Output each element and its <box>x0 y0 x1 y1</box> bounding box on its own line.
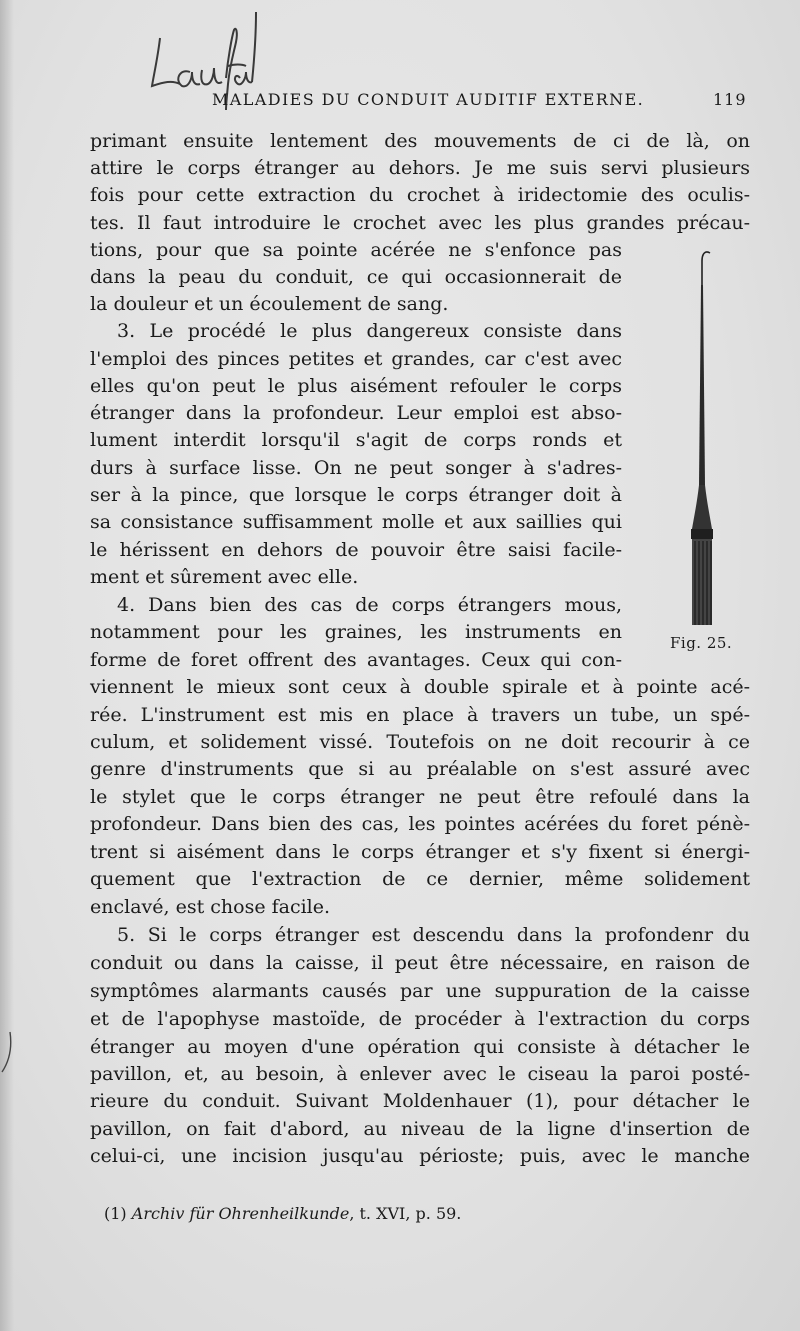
text-line: elles qu'on peut le plus aisément refouler le corps <box>90 375 622 397</box>
text-line: ment et sûrement avec elle. <box>90 566 359 588</box>
text-line: rée. L'instrument est mis en place à travers un tube, un spé- <box>90 704 750 726</box>
text-line: primant ensuite lentement des mouvements de ci de là, on <box>90 130 750 152</box>
page-number: 119 <box>713 90 747 109</box>
text-line: pavillon, et, au besoin, à enlever avec le ciseau la paroi posté- <box>90 1063 750 1085</box>
figure-caption: Fig. 25. <box>670 634 733 652</box>
text-line: tes. Il faut introduire le crochet avec les plus grandes précau- <box>90 212 750 234</box>
text-line: et de l'apophyse mastoïde, de procéder à l'extraction du corps <box>90 1008 750 1030</box>
text-line: notamment pour les graines, les instruments en <box>90 621 622 643</box>
figure-instrument-illustration <box>680 245 732 637</box>
text-line: dans la peau du conduit, ce qui occasionnerait de <box>90 266 622 288</box>
text-line: sa consistance suffisamment molle et aux saillies qui <box>90 511 622 533</box>
text-line: pavillon, on fait d'abord, au niveau de la ligne d'insertion de <box>90 1118 750 1140</box>
text-line: 3. Le procédé le plus dangereux consiste dans <box>117 320 622 342</box>
margin-pencil-mark <box>0 1030 14 1074</box>
page-edge-shadow <box>0 0 14 1331</box>
footnote-details: , t. XVI, p. 59. <box>349 1204 462 1223</box>
text-line: le hérissent en dehors de pouvoir être saisi facile- <box>90 539 622 561</box>
text-line: forme de foret offrent des avantages. Ceux qui con- <box>90 649 622 671</box>
text-line: le stylet que le corps étranger ne peut être refoulé dans la <box>90 786 750 808</box>
text-line: ser à la pince, que lorsque le corps étranger doit à <box>90 484 622 506</box>
text-line: rieure du conduit. Suivant Moldenhauer (1), pour détacher le <box>90 1090 750 1112</box>
text-line: attire le corps étranger au dehors. Je me suis servi plusieurs <box>90 157 750 179</box>
running-header-title: MALADIES DU CONDUIT AUDITIF EXTERNE. <box>212 90 645 109</box>
text-line: étranger dans la profondeur. Leur emploi est abso- <box>90 402 622 424</box>
text-line: l'emploi des pinces petites et grandes, car c'est avec <box>90 348 622 370</box>
text-line: étranger au moyen d'une opération qui consiste à détacher le <box>90 1036 750 1058</box>
text-line: 5. Si le corps étranger est descendu dans la profondenr du <box>117 924 750 946</box>
footnote <box>104 1204 461 1223</box>
text-line: fois pour cette extraction du crochet à iridectomie des oculis- <box>90 184 750 206</box>
text-line: lument interdit lorsqu'il s'agit de corps ronds et <box>90 429 622 451</box>
footnote-journal-title: Archiv für Ohrenheilkunde <box>131 1204 350 1223</box>
text-line: conduit ou dans la caisse, il peut être nécessaire, en raison de <box>90 952 750 974</box>
text-line: symptômes alarmants causés par une suppuration de la caisse <box>90 980 750 1002</box>
text-line: durs à surface lisse. On ne peut songer à s'adres- <box>90 457 622 479</box>
text-line: genre d'instruments que si au préalable on s'est assuré avec <box>90 758 750 780</box>
footnote-marker: (1) <box>104 1204 127 1223</box>
text-line: quement que l'extraction de ce dernier, même solidement <box>90 868 750 890</box>
text-line: tions, pour que sa pointe acérée ne s'enfonce pas <box>90 239 622 261</box>
text-line: celui-ci, une incision jusqu'au périoste; puis, avec le manche <box>90 1145 750 1167</box>
text-line: viennent le mieux sont ceux à double spirale et à pointe acé- <box>90 676 750 698</box>
text-line: profondeur. Dans bien des cas, les pointes acérées du foret pénè- <box>90 813 750 835</box>
text-line: enclavé, est chose facile. <box>90 896 331 918</box>
text-line: culum, et solidement vissé. Toutefois on ne doit recourir à ce <box>90 731 750 753</box>
text-line: 4. Dans bien des cas de corps étrangers mous, <box>117 594 622 616</box>
text-line: la douleur et un écoulement de sang. <box>90 293 449 315</box>
text-line: trent si aisément dans le corps étranger et s'y fixent si énergi- <box>90 841 750 863</box>
